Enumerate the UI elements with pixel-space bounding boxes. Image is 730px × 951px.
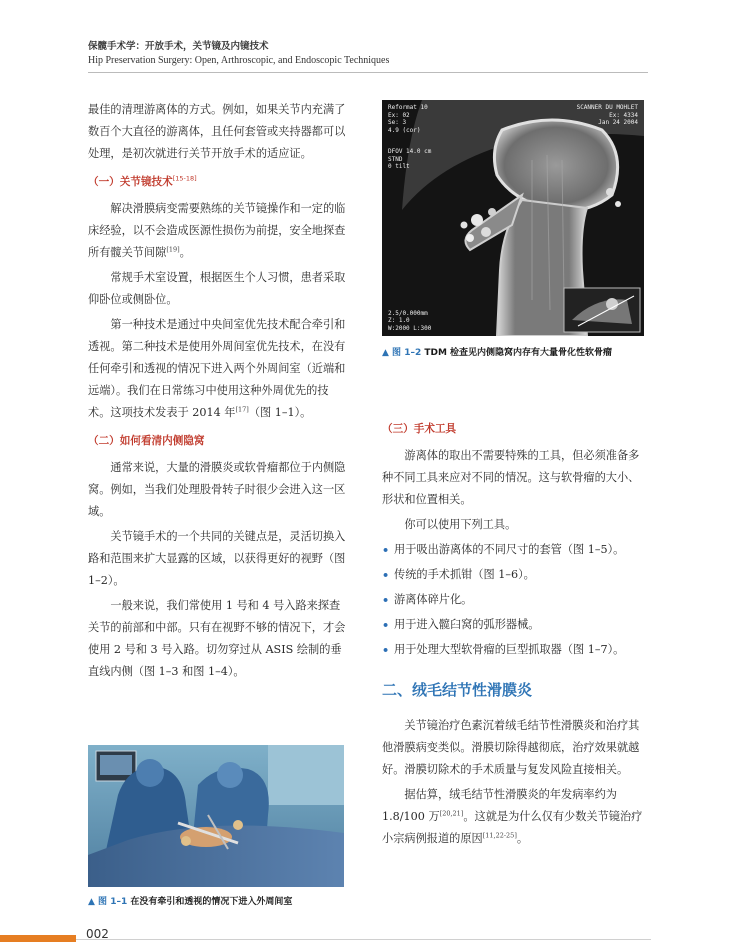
paragraph: 最佳的清理游离体的方式。例如，如果关节内充满了数百个大直径的游离体，且任何套管或夹持器都可以处理，是初次就进行关节开放手术的适应证。: [88, 103, 346, 160]
paragraph: 一般来说，我们常使用 1 号和 4 号入路来探查关节的前部和中部。只有在视野不够的情况下，才会使用 2 号和 3 号入路。切勿穿过从 ASIS 绘制的垂直线内侧（图 1–3 和图 1–4）。: [88, 599, 346, 678]
header-title-cn: 保髋手术学：开放手术，关节镜及内镜技术: [88, 41, 269, 52]
section-heading-medial-recess: （二）如何看清内侧隐窝: [88, 435, 205, 447]
header-divider: [88, 72, 648, 73]
page-number: 002: [86, 927, 109, 941]
figure-ct-scan: [382, 100, 644, 336]
list-item: • 用于吸出游离体的不同尺寸的套管（图 1–5）。: [382, 539, 646, 561]
footer-accent-bar: [0, 935, 76, 942]
paragraph: 据估算，绒毛结节性滑膜炎的年发病率约为 1.8/100 万[20,21]。这就是为什么仅有少数关节镜治疗小宗病例报道的原因[11,22-25]。: [382, 788, 643, 845]
paragraph: 游离体的取出不需要特殊的工具，但必须准备多种不同工具来应对不同的情况。这与软骨瘤的大小、形状和位置相关。: [382, 449, 640, 506]
list-item: • 用于处理大型软骨瘤的巨型抓取器（图 1–7）。: [382, 639, 646, 661]
figure-operating-room-photo: [88, 745, 344, 887]
footer-divider: [76, 939, 651, 940]
scan-metadata-right: SCANNER DU MOHLET Ex: 4334 Jan 24 2004: [576, 104, 638, 126]
list-item: • 传统的手术抓钳（图 1–6）。: [382, 564, 646, 586]
paragraph: 通常来说，大量的滑膜炎或软骨瘤都位于内侧隐窝。例如，当我们处理股骨转子时很少会进入这一区域。: [88, 461, 346, 518]
paragraph: 关节镜手术的一个共同的关键点是，灵活切换入路和范围来扩大显露的区域，以获得更好的视野（图 1–2）。: [88, 530, 346, 587]
section-heading-arthroscopic: （一）关节镜技术[15-18]: [88, 174, 197, 188]
list-item: • 用于进入髋臼窝的弧形器械。: [382, 614, 646, 636]
left-column: [88, 99, 350, 686]
paragraph: 第一种技术是通过中央间室优先技术配合牵引和透视。第二种技术是使用外周间室优先技术，在没有任何牵引和透视的情况下进入两个外周间室（近端和远端）。我们在日常练习中使用这种外周优先的技术。这项技术发表于 2014 年[17]（图 1–1）。: [88, 318, 346, 419]
figure-caption-1-1: ▲ 图 1–1 在没有牵引和透视的情况下进入外周间室: [88, 897, 293, 907]
operating-room-image: [88, 745, 344, 887]
paragraph: 关节镜治疗色素沉着绒毛结节性滑膜炎和治疗其他滑膜病变类似。滑膜切除得越彻底，治疗效果就越好。滑膜切除术的手术质量与复发风险直接相关。: [382, 719, 640, 776]
header-title-en: Hip Preservation Surgery: Open, Arthroscopic, and Endoscopic Techniques: [88, 55, 390, 66]
figure-caption-1-2: ▲ 图 1–2 TDM 检查见内侧隐窝内存有大量骨化性软骨瘤: [382, 348, 613, 358]
paragraph: 解决滑膜病变需要熟练的关节镜操作和一定的临床经验，以不会造成医源性损伤为前提，安全地探查所有髋关节间隙[19]。: [88, 202, 346, 259]
running-header: [88, 38, 648, 66]
right-column: [382, 412, 646, 853]
list-item: • 游离体碎片化。: [382, 589, 646, 611]
paragraph: 常规手术室设置，根据医生个人习惯，患者采取仰卧位或侧卧位。: [88, 271, 346, 306]
scan-metadata-bottom: 2.5/0.000mm Z: 1.0 W:2000 L:300: [388, 309, 432, 332]
tools-list: [382, 539, 646, 661]
paragraph: 你可以使用下列工具。: [404, 518, 517, 531]
chapter-section-heading: 二、绒毛结节性滑膜炎: [382, 681, 533, 699]
section-heading-tools: （三）手术工具: [382, 423, 457, 435]
scan-metadata-left: Reformat 10 Ex: 02 Se: 3 4.9 (cor) DFOV 14.0 cm STND 0 tilt: [388, 104, 432, 170]
